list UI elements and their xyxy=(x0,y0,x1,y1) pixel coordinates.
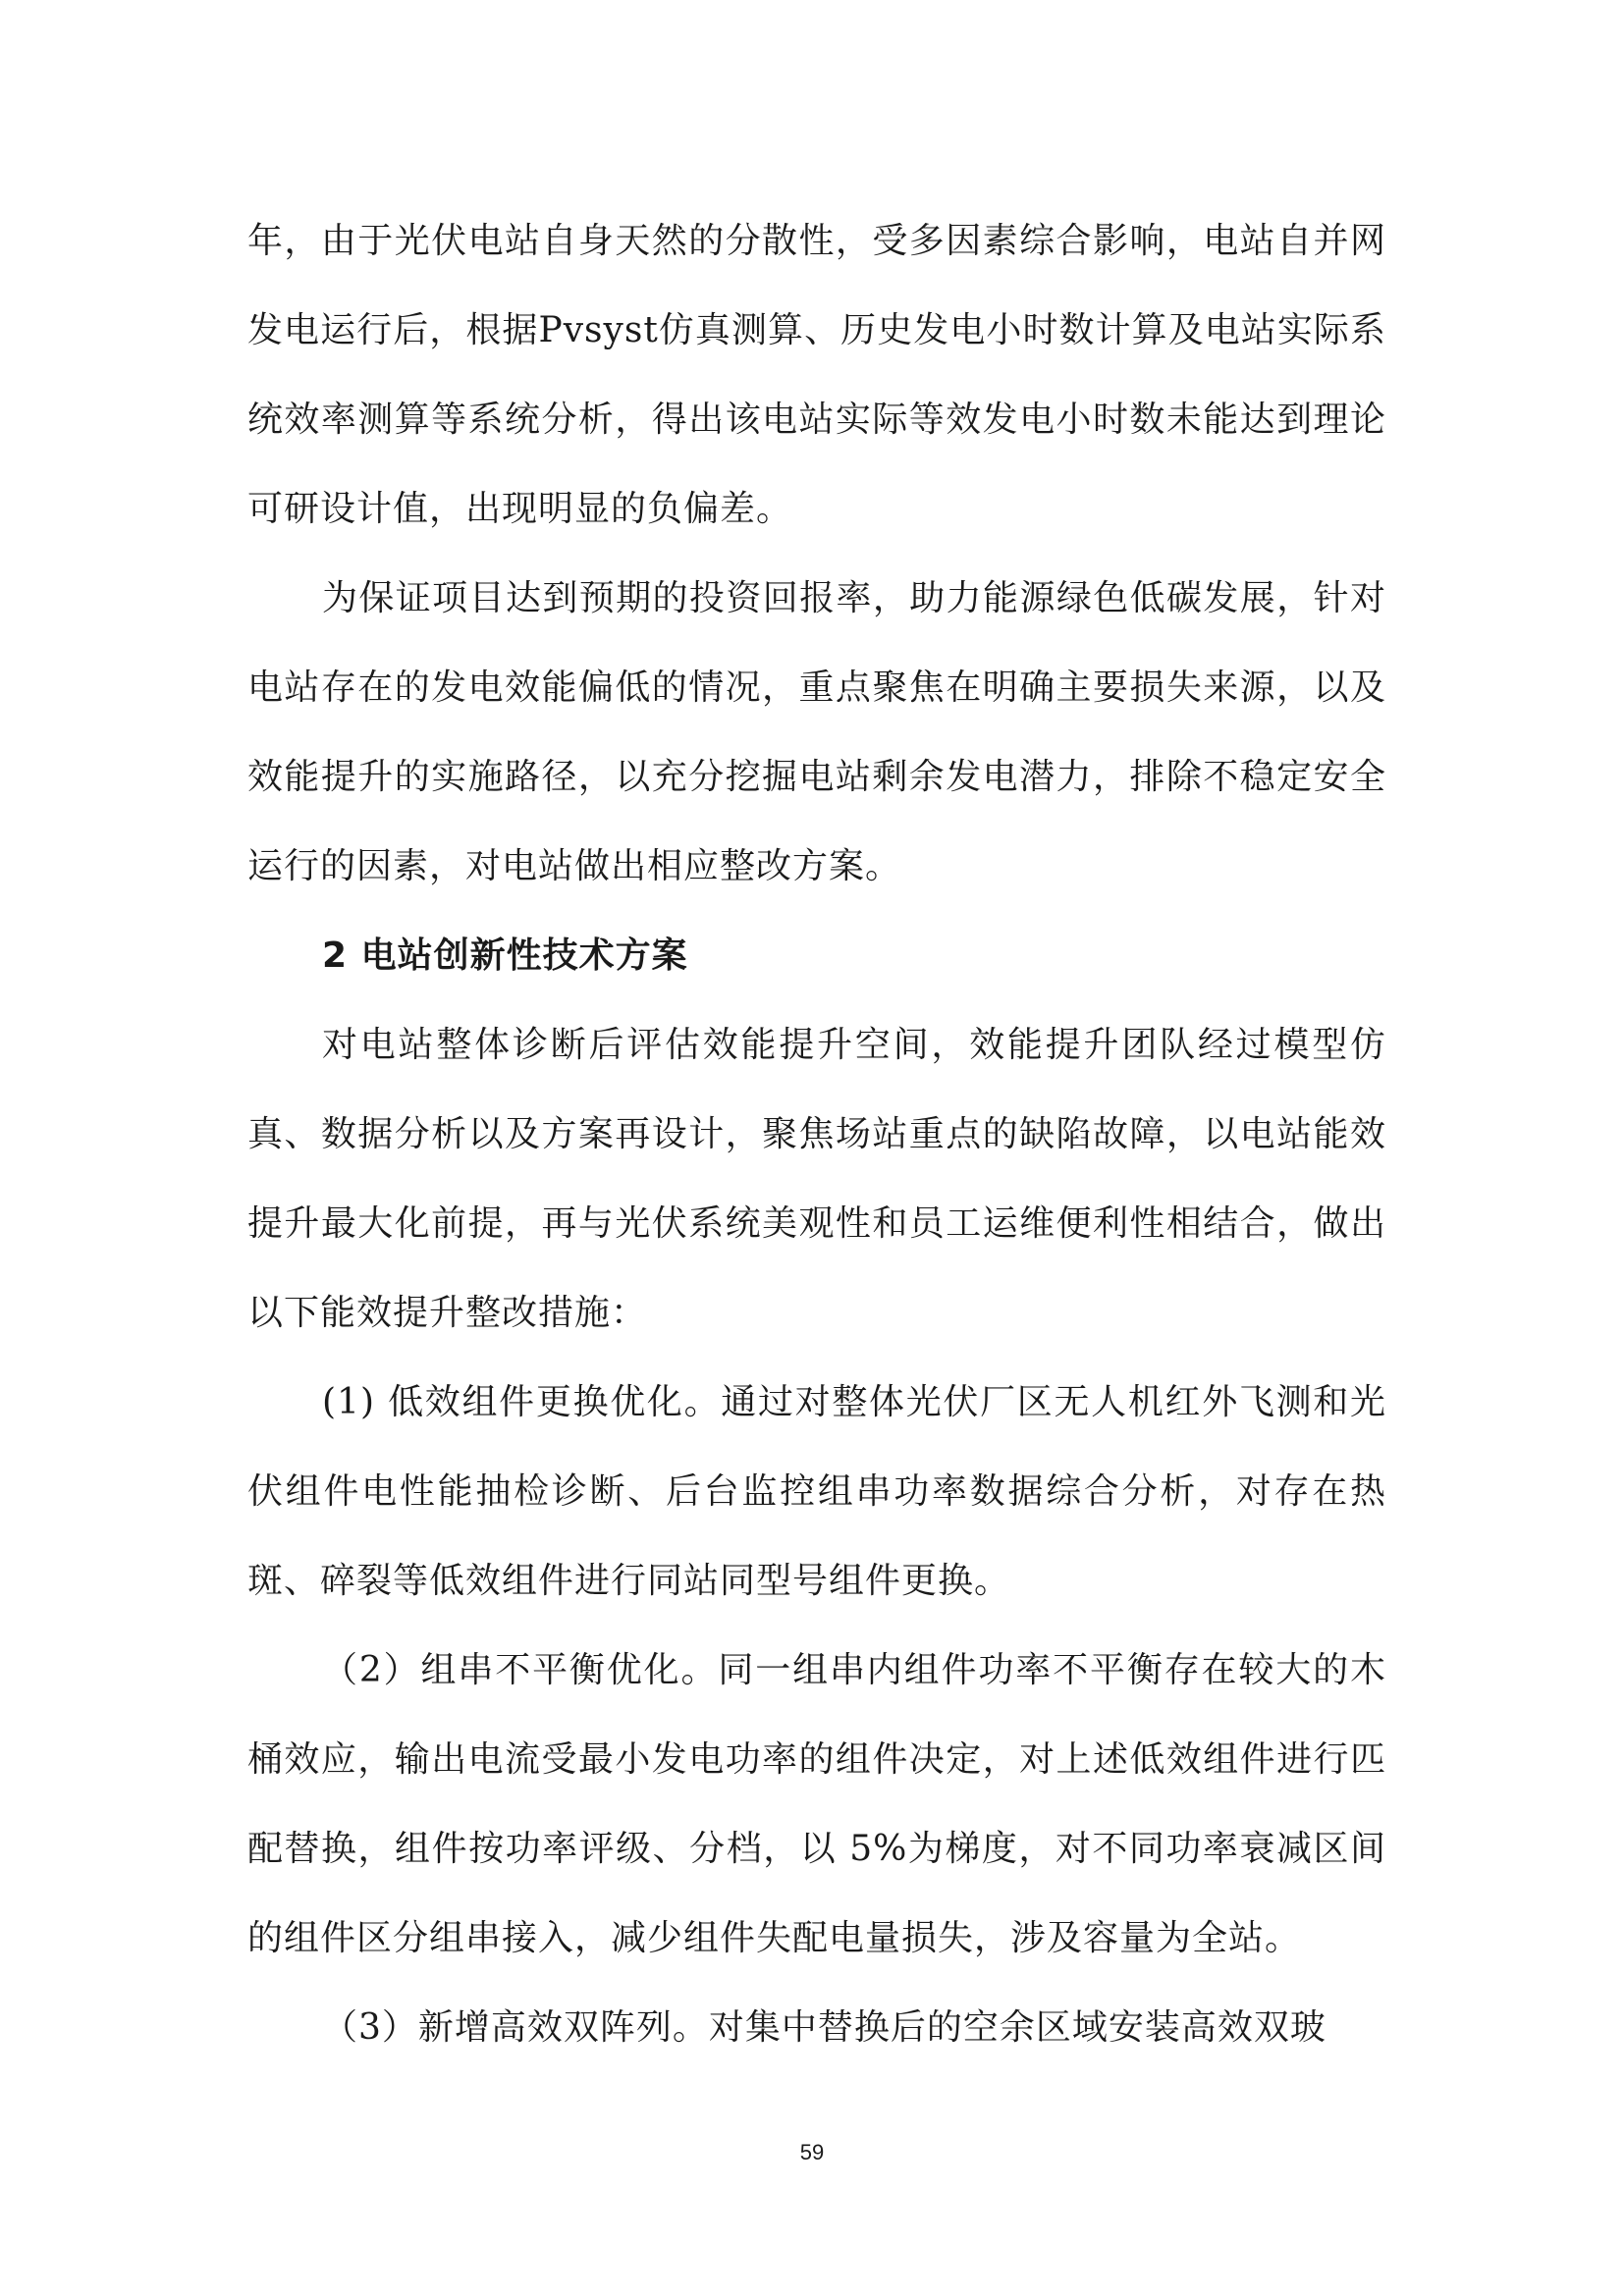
paragraph-investment-goal: 为保证项目达到预期的投资回报率，助力能源绿色低碳发展，针对电站存在的发电效能偏低的情况，重点聚焦在明确主要损失来源，以及效能提升的实施路径，以充分挖掘电站剩余发电潜力，排除不稳定安全运行的因素，对电站做出相应整改方案。 xyxy=(247,578,1386,886)
paragraph-measure-2: （2）组串不平衡优化。同一组串内组件功率不平衡存在较大的木桶效应，输出电流受最小发电功率的组件决定，对上述低效组件进行匹配替换，组件按功率评级、分档，以 5%为梯度，对不同功率衰减区间的组件区分组串接入，减少组件失配电量损失，涉及容量为全站。 xyxy=(247,1650,1386,1958)
document-body xyxy=(247,196,1386,2072)
paragraph-measure-1: (1) 低效组件更换优化。通过对整体光伏厂区无人机红外飞测和光伏组件电性能抽检诊断、后台监控组串功率数据综合分析，对存在热斑、碎裂等低效组件进行同站同型号组件更换。 xyxy=(247,1382,1386,1601)
paragraph-continuation: 年，由于光伏电站自身天然的分散性，受多因素综合影响，电站自并网发电运行后，根据Pvsyst仿真测算、历史发电小时数计算及电站实际系统效率测算等系统分析，得出该电站实际等效发电小时数未能达到理论可研设计值，出现明显的负偏差。 xyxy=(247,221,1386,529)
page-number: 59 xyxy=(799,2140,825,2164)
paragraph-measure-3: （3）新增高效双阵列。对集中替换后的空余区域安装高效双玻 xyxy=(322,2007,1326,2048)
paragraph-diagnosis: 对电站整体诊断后评估效能提升空间，效能提升团队经过模型仿真、数据分析以及方案再设计，聚焦场站重点的缺陷故障，以电站能效提升最大化前提，再与光伏系统美观性和员工运维便利性相结合，做出以下能效提升整改措施： xyxy=(247,1025,1386,1333)
section-heading: 2 电站创新性技术方案 xyxy=(322,935,688,976)
